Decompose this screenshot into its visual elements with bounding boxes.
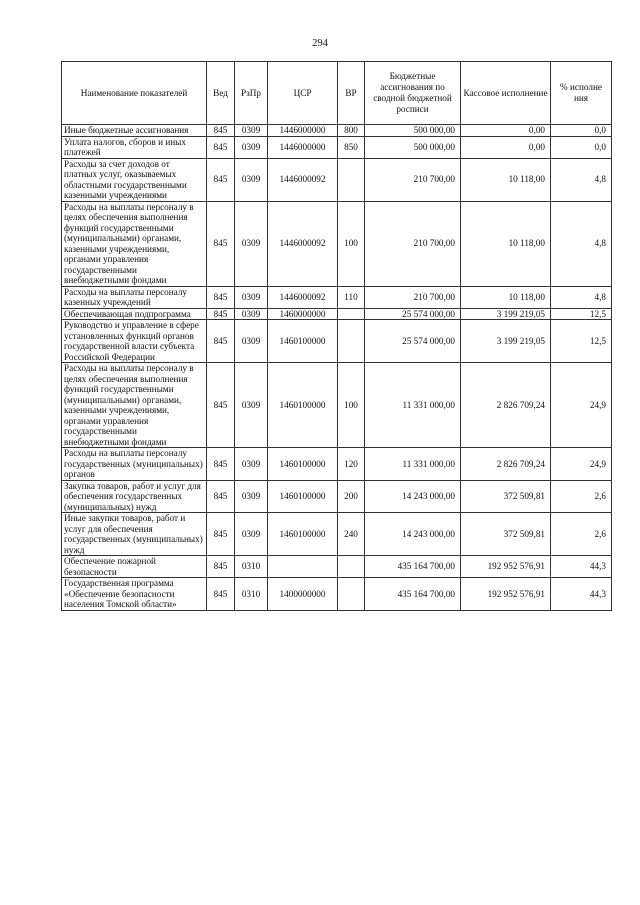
row-name: Расходы на выплаты персоналу государственных (муниципальных) органов [62, 448, 207, 481]
table-row [62, 448, 612, 481]
row-csr: 1400000000 [268, 578, 338, 611]
row-budget: 500 000,00 [365, 136, 461, 158]
table-row [62, 125, 612, 137]
row-percent: 24,9 [551, 448, 612, 481]
row-ved: 845 [207, 286, 235, 308]
row-budget: 210 700,00 [365, 158, 461, 201]
table-row [62, 513, 612, 556]
row-ved: 845 [207, 125, 235, 137]
row-ved: 845 [207, 448, 235, 481]
row-percent: 4,8 [551, 158, 612, 201]
row-rzpr: 0309 [235, 201, 268, 286]
row-ved: 845 [207, 513, 235, 556]
row-cash: 2 826 709,24 [461, 363, 551, 448]
row-ved: 845 [207, 320, 235, 363]
row-csr: 1446000000 [268, 136, 338, 158]
header-csr: ЦСР [268, 62, 338, 125]
header-cash: Кассовое исполнение [461, 62, 551, 125]
row-csr: 1460100000 [268, 448, 338, 481]
row-ved: 845 [207, 556, 235, 578]
row-percent: 24,9 [551, 363, 612, 448]
row-vr [338, 158, 365, 201]
table-row [62, 308, 612, 320]
row-percent: 0,0 [551, 125, 612, 137]
row-csr [268, 556, 338, 578]
row-rzpr: 0309 [235, 308, 268, 320]
header-rzpr: РзПр [235, 62, 268, 125]
row-percent: 2,6 [551, 513, 612, 556]
header-vr: ВР [338, 62, 365, 125]
row-name: Руководство и управление в сфере установленных функций органов государственной власти субъекта Российской Федерации [62, 320, 207, 363]
table-row [62, 136, 612, 158]
row-cash: 0,00 [461, 125, 551, 137]
row-csr: 1460100000 [268, 513, 338, 556]
row-name: Обеспечение пожарной безопасности [62, 556, 207, 578]
row-percent: 44,3 [551, 578, 612, 611]
page-number: 294 [312, 38, 328, 49]
row-rzpr: 0309 [235, 136, 268, 158]
row-name: Закупка товаров, работ и услуг для обеспечения государственных (муниципальных) нужд [62, 480, 207, 513]
row-ved: 845 [207, 308, 235, 320]
row-name: Государственная программа «Обеспечение безопасности населения Томской области» [62, 578, 207, 611]
row-rzpr: 0309 [235, 448, 268, 481]
row-vr: 850 [338, 136, 365, 158]
row-budget: 14 243 000,00 [365, 513, 461, 556]
row-csr: 1446000092 [268, 201, 338, 286]
row-rzpr: 0309 [235, 513, 268, 556]
row-ved: 845 [207, 201, 235, 286]
row-percent: 4,8 [551, 286, 612, 308]
row-percent: 12,5 [551, 308, 612, 320]
row-cash: 10 118,00 [461, 158, 551, 201]
table-header-row [62, 62, 612, 125]
row-cash: 2 826 709,24 [461, 448, 551, 481]
row-rzpr: 0309 [235, 158, 268, 201]
header-percent: % исполне ния [551, 62, 612, 125]
row-rzpr: 0310 [235, 578, 268, 611]
row-name: Обеспечивающая подпрограмма [62, 308, 207, 320]
row-ved: 845 [207, 578, 235, 611]
row-rzpr: 0310 [235, 556, 268, 578]
row-rzpr: 0309 [235, 320, 268, 363]
row-ved: 845 [207, 158, 235, 201]
row-percent: 12,5 [551, 320, 612, 363]
row-budget: 210 700,00 [365, 201, 461, 286]
row-cash: 10 118,00 [461, 286, 551, 308]
row-cash: 372 509,81 [461, 513, 551, 556]
row-csr: 1460100000 [268, 480, 338, 513]
row-percent: 2,6 [551, 480, 612, 513]
row-name: Расходы на выплаты персоналу в целях обеспечения выполнения функций государственными (муниципальными) органами, казенными учреждениями, органами управления государственными внебюджетными фондами [62, 201, 207, 286]
table-row [62, 286, 612, 308]
row-budget: 25 574 000,00 [365, 308, 461, 320]
header-name: Наименование показателей [62, 62, 207, 125]
row-budget: 500 000,00 [365, 125, 461, 137]
table-row [62, 320, 612, 363]
row-budget: 25 574 000,00 [365, 320, 461, 363]
row-name: Расходы на выплаты персоналу в целях обеспечения выполнения функций государственными (муниципальными) органами, казенными учреждениями, органами управления государственными внебюджетными фондами [62, 363, 207, 448]
row-budget: 210 700,00 [365, 286, 461, 308]
row-budget: 11 331 000,00 [365, 448, 461, 481]
row-rzpr: 0309 [235, 363, 268, 448]
row-cash: 192 952 576,91 [461, 578, 551, 611]
row-vr [338, 320, 365, 363]
row-cash: 372 509,81 [461, 480, 551, 513]
row-vr: 800 [338, 125, 365, 137]
row-vr: 100 [338, 201, 365, 286]
row-vr [338, 308, 365, 320]
row-budget: 14 243 000,00 [365, 480, 461, 513]
row-cash: 10 118,00 [461, 201, 551, 286]
row-rzpr: 0309 [235, 480, 268, 513]
table-row [62, 158, 612, 201]
row-vr [338, 556, 365, 578]
row-cash: 0,00 [461, 136, 551, 158]
row-vr: 240 [338, 513, 365, 556]
row-ved: 845 [207, 136, 235, 158]
row-cash: 3 199 219,05 [461, 320, 551, 363]
row-csr: 1446000092 [268, 158, 338, 201]
row-budget: 435 164 700,00 [365, 556, 461, 578]
row-name: Иные бюджетные ассигнования [62, 125, 207, 137]
row-name: Иные закупки товаров, работ и услуг для обеспечения государственных (муниципальных) нужд [62, 513, 207, 556]
row-vr: 200 [338, 480, 365, 513]
row-name: Уплата налогов, сборов и иных платежей [62, 136, 207, 158]
row-csr: 1446000092 [268, 286, 338, 308]
row-cash: 3 199 219,05 [461, 308, 551, 320]
table-row [62, 363, 612, 448]
row-cash: 192 952 576,91 [461, 556, 551, 578]
row-csr: 1460000000 [268, 308, 338, 320]
header-budget: Бюджетные ассигнования по сводной бюджетной росписи [365, 62, 461, 125]
row-rzpr: 0309 [235, 286, 268, 308]
budget-execution-table [61, 61, 612, 611]
row-budget: 11 331 000,00 [365, 363, 461, 448]
row-percent: 0,0 [551, 136, 612, 158]
row-budget: 435 164 700,00 [365, 578, 461, 611]
row-vr [338, 578, 365, 611]
header-ved: Вед [207, 62, 235, 125]
table-row [62, 201, 612, 286]
table-row [62, 480, 612, 513]
row-percent: 44,3 [551, 556, 612, 578]
row-csr: 1460100000 [268, 320, 338, 363]
row-vr: 110 [338, 286, 365, 308]
row-vr: 100 [338, 363, 365, 448]
row-name: Расходы за счет доходов от платных услуг, оказываемых областными государственными казенными учреждениями [62, 158, 207, 201]
row-name: Расходы на выплаты персоналу казенных учреждений [62, 286, 207, 308]
row-rzpr: 0309 [235, 125, 268, 137]
row-ved: 845 [207, 480, 235, 513]
table-row [62, 578, 612, 611]
row-vr: 120 [338, 448, 365, 481]
row-csr: 1446000000 [268, 125, 338, 137]
row-percent: 4,8 [551, 201, 612, 286]
table-row [62, 556, 612, 578]
row-csr: 1460100000 [268, 363, 338, 448]
row-ved: 845 [207, 363, 235, 448]
